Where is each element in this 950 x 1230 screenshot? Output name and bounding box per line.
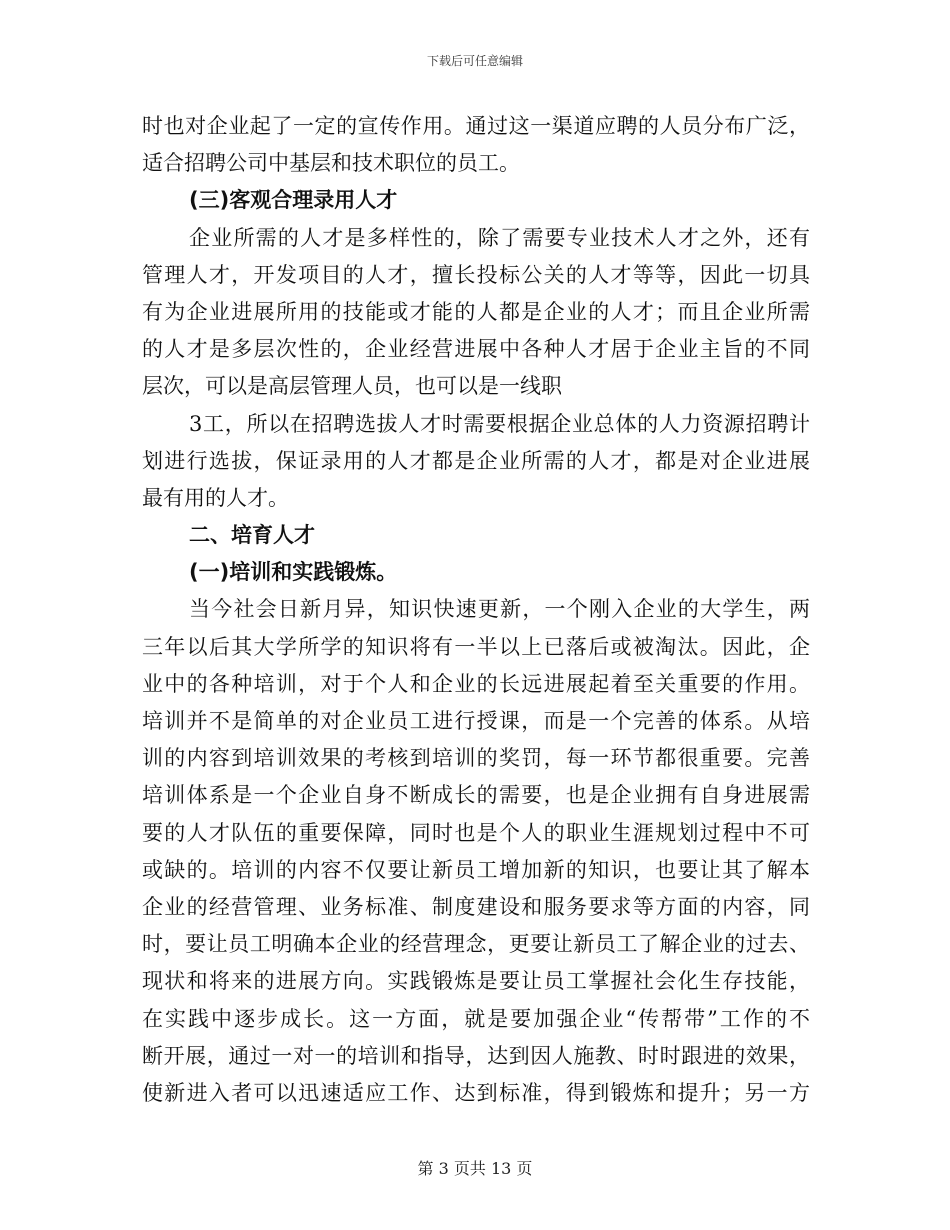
paragraph-line: 划进行选拔，保证录用的人才都是企业所需的人才，都是对企业进展 <box>142 448 810 473</box>
paragraph-line: 训的内容到培训效果的考核到培训的奖罚，每一环节都很重要。完善 <box>142 746 810 771</box>
paragraph-line: 时，要让员工明确本企业的经营理念，更要让新员工了解企业的过去、 <box>142 932 810 957</box>
paragraph-line: 现状和将来的进展方向。实践锻炼是要让员工掌握社会化生存技能， <box>142 969 810 994</box>
paragraph-line: 在实践中逐步成长。这一方面，就是要加强企业“传帮带”工作的不 <box>142 1006 810 1031</box>
section-heading: 二、培育人才 <box>189 523 315 548</box>
page-header: 下载后可任意编辑 <box>426 54 523 68</box>
section-heading: (三)客观合理录用人才 <box>189 188 398 213</box>
subsection-heading: (一)培训和实践锻炼。 <box>189 560 398 585</box>
paragraph-line: 三年以后其大学所学的知识将有一半以上已落后或被淘汰。因此，企 <box>142 634 810 659</box>
paragraph-line: 最有用的人才。 <box>142 485 289 510</box>
document-body <box>142 108 810 1112</box>
paragraph-line: 的人才是多层次性的，企业经营进展中各种人才居于企业主旨的不同 <box>142 337 810 362</box>
paragraph-line: 层次，可以是高层管理人员，也可以是一线职 <box>142 374 562 399</box>
paragraph-line: 使新进入者可以迅速适应工作、达到标准，得到锻炼和提升；另一方 <box>142 1080 810 1105</box>
paragraph-line: 3工，所以在招聘选拔人才时需要根据企业总体的人力资源招聘计 <box>189 411 810 436</box>
paragraph-line: 要的人才队伍的重要保障，同时也是个人的职业生涯规划过程中不可 <box>142 820 810 845</box>
paragraph-line: 时也对企业起了一定的宣传作用。通过这一渠道应聘的人员分布广泛， <box>142 114 810 138</box>
paragraph-line: 管理人才，开发项目的人才，擅长投标公关的人才等等，因此一切具 <box>142 262 810 287</box>
paragraph-line: 或缺的。培训的内容不仅要让新员工增加新的知识，也要让其了解本 <box>142 857 810 882</box>
paragraph-line: 业中的各种培训，对于个人和企业的长远进展起着至关重要的作用。 <box>142 671 810 696</box>
paragraph-line: 企业所需的人才是多样性的，除了需要专业技术人才之外，还有 <box>189 225 810 250</box>
paragraph-line: 培训体系是一个企业自身不断成长的需要，也是企业拥有自身进展需 <box>142 783 810 808</box>
paragraph-line: 有为企业进展所用的技能或才能的人都是企业的人才；而且企业所需 <box>142 299 810 324</box>
paragraph-line: 企业的经营管理、业务标准、制度建设和服务要求等方面的内容，同 <box>142 894 810 919</box>
paragraph-line: 适合招聘公司中基层和技术职位的员工。 <box>142 151 520 176</box>
paragraph-line: 当今社会日新月异，知识快速更新，一个刚入企业的大学生，两 <box>189 597 810 622</box>
paragraph-line: 培训并不是简单的对企业员工进行授课，而是一个完善的体系。从培 <box>142 709 810 733</box>
page-number: 第 3 页共 13 页 <box>417 1159 533 1178</box>
paragraph-line: 断开展，通过一对一的培训和指导，达到因人施教、时时跟进的效果， <box>142 1043 810 1068</box>
